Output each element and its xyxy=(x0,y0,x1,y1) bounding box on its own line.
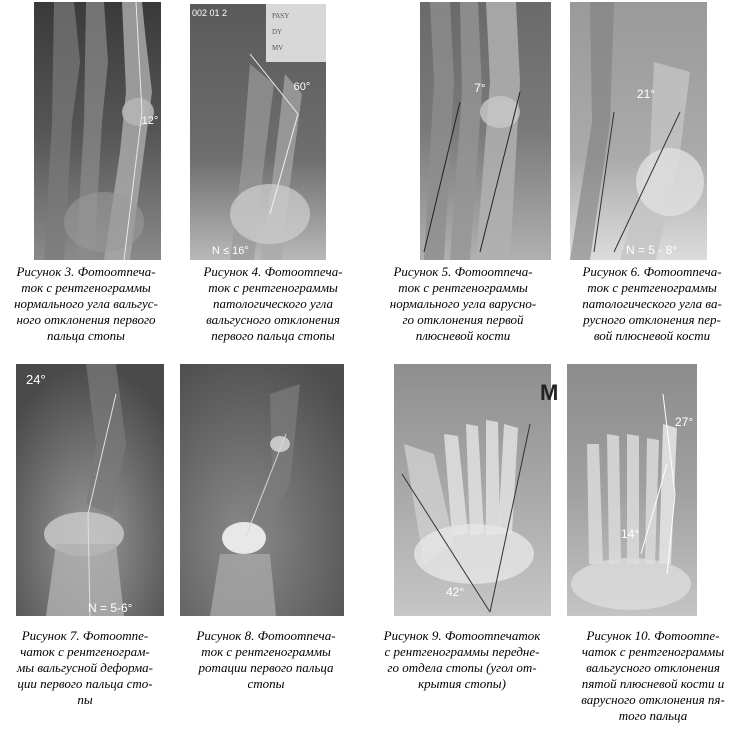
caption-line: крытия стопы) xyxy=(418,676,506,691)
caption-figure-5 xyxy=(374,264,552,344)
xray-image-7 xyxy=(16,364,164,616)
angle-label: 27° xyxy=(675,415,694,429)
angle-label-secondary: 14° xyxy=(621,527,640,541)
caption-number: Рисунок 9. xyxy=(383,628,442,643)
caption-line: того пальца xyxy=(618,708,688,723)
caption-line: вальгусного отклонения xyxy=(206,312,340,327)
angle-label: 24° xyxy=(26,372,46,387)
caption-line: вой плюсневой кости xyxy=(593,328,711,343)
xray-image-9 xyxy=(394,364,559,616)
caption-number: Рисунок 7. xyxy=(21,628,80,643)
caption-line: вальгусного отклонения xyxy=(586,660,720,675)
caption-figure-6 xyxy=(564,264,740,344)
caption-number: Рисунок 10. xyxy=(586,628,651,643)
caption-line: го отдела стопы (угол от- xyxy=(387,660,537,675)
caption-figure-3 xyxy=(0,264,172,344)
xray-image-8 xyxy=(180,364,344,616)
caption-line: Фотоотпеча- xyxy=(454,264,533,279)
xray-figure-9 xyxy=(394,364,559,616)
caption-line: русного отклонения пер- xyxy=(583,312,721,327)
caption-line: плюсневой кости xyxy=(415,328,511,343)
angle-label: 21° xyxy=(636,87,656,101)
caption-number: Рисунок 5. xyxy=(393,264,452,279)
caption-figure-4 xyxy=(184,264,362,344)
xray-image-3 xyxy=(34,2,161,260)
caption-figure-10 xyxy=(566,628,740,724)
angle-label: 60° xyxy=(293,81,311,93)
caption-line: ток с рентгенограммы xyxy=(587,280,717,295)
caption-line: Фотоотпеча- xyxy=(257,628,336,643)
caption-line: Фотоотпечаток xyxy=(444,628,541,643)
caption-line: патологического угла ва- xyxy=(582,296,722,311)
xray-figure-6 xyxy=(570,2,707,260)
film-header-code: 002 01 2 xyxy=(192,8,228,18)
caption-line: пы xyxy=(77,692,93,707)
film-header-line: DY xyxy=(272,28,283,36)
norm-label: N ≤ 16° xyxy=(212,245,249,257)
caption-line: ток с рентгенограммы xyxy=(21,280,151,295)
caption-line: нормального угла вальгус- xyxy=(14,296,158,311)
caption-line: Фотоотпе- xyxy=(82,628,149,643)
caption-number: Рисунок 4. xyxy=(203,264,262,279)
caption-line: мы вальгусной деформа- xyxy=(16,660,154,675)
caption-line: с рентгенограммы передне- xyxy=(384,644,540,659)
caption-line: чаток с рентгенограммы xyxy=(581,644,725,659)
norm-label: N = 5 - 8° xyxy=(626,243,678,257)
angle-label: 42° xyxy=(446,585,465,599)
caption-line: стопы xyxy=(247,676,285,691)
xray-figure-4 xyxy=(190,4,326,260)
caption-figure-7 xyxy=(0,628,170,708)
xray-figure-7 xyxy=(16,364,164,616)
caption-line: ции первого пальца сто- xyxy=(17,676,153,691)
caption-figure-8 xyxy=(176,628,356,692)
caption-line: Фотоотпеча- xyxy=(264,264,343,279)
caption-line: патологического угла xyxy=(213,296,333,311)
xray-image-4 xyxy=(190,4,326,260)
xray-figure-10 xyxy=(567,364,697,616)
caption-line: ток с рентгенограммы xyxy=(398,280,528,295)
caption-figure-9 xyxy=(364,628,560,692)
caption-line: ток с рентгенограммы xyxy=(208,280,338,295)
corner-marker: M xyxy=(540,380,559,405)
xray-figure-8 xyxy=(180,364,344,616)
caption-line: первого пальца стопы xyxy=(211,328,335,343)
angle-label: 12° xyxy=(141,115,159,127)
caption-line: пятой плюсневой кости и xyxy=(581,676,725,691)
caption-line: Фотоотпеча- xyxy=(77,264,156,279)
caption-line: пальца стопы xyxy=(47,328,125,343)
angle-label: 7° xyxy=(474,81,486,95)
film-header-line: MV xyxy=(272,44,284,52)
xray-figure-3 xyxy=(34,2,161,260)
caption-line: нормального угла варусно- xyxy=(389,296,537,311)
caption-line: Фотоотпе- xyxy=(654,628,720,643)
caption-line: ротации первого пальца xyxy=(198,660,334,675)
xray-image-5 xyxy=(420,2,551,260)
xray-image-10 xyxy=(567,364,697,616)
norm-label: N = 5-6° xyxy=(88,601,133,615)
caption-line: го отклонения первой xyxy=(402,312,524,327)
caption-line: чаток с рентгенограм- xyxy=(20,644,150,659)
caption-number: Рисунок 3. xyxy=(16,264,75,279)
caption-line: ток с рентгенограммы xyxy=(201,644,331,659)
caption-line: Фотоотпеча- xyxy=(643,264,722,279)
caption-line: варусного отклонения пя- xyxy=(581,692,725,707)
xray-image-6 xyxy=(570,2,707,260)
film-header-line: PASY xyxy=(272,12,290,20)
xray-figure-5 xyxy=(420,2,551,260)
caption-number: Рисунок 6. xyxy=(582,264,641,279)
caption-line: ного отклонения первого xyxy=(16,312,156,327)
caption-number: Рисунок 8. xyxy=(196,628,255,643)
